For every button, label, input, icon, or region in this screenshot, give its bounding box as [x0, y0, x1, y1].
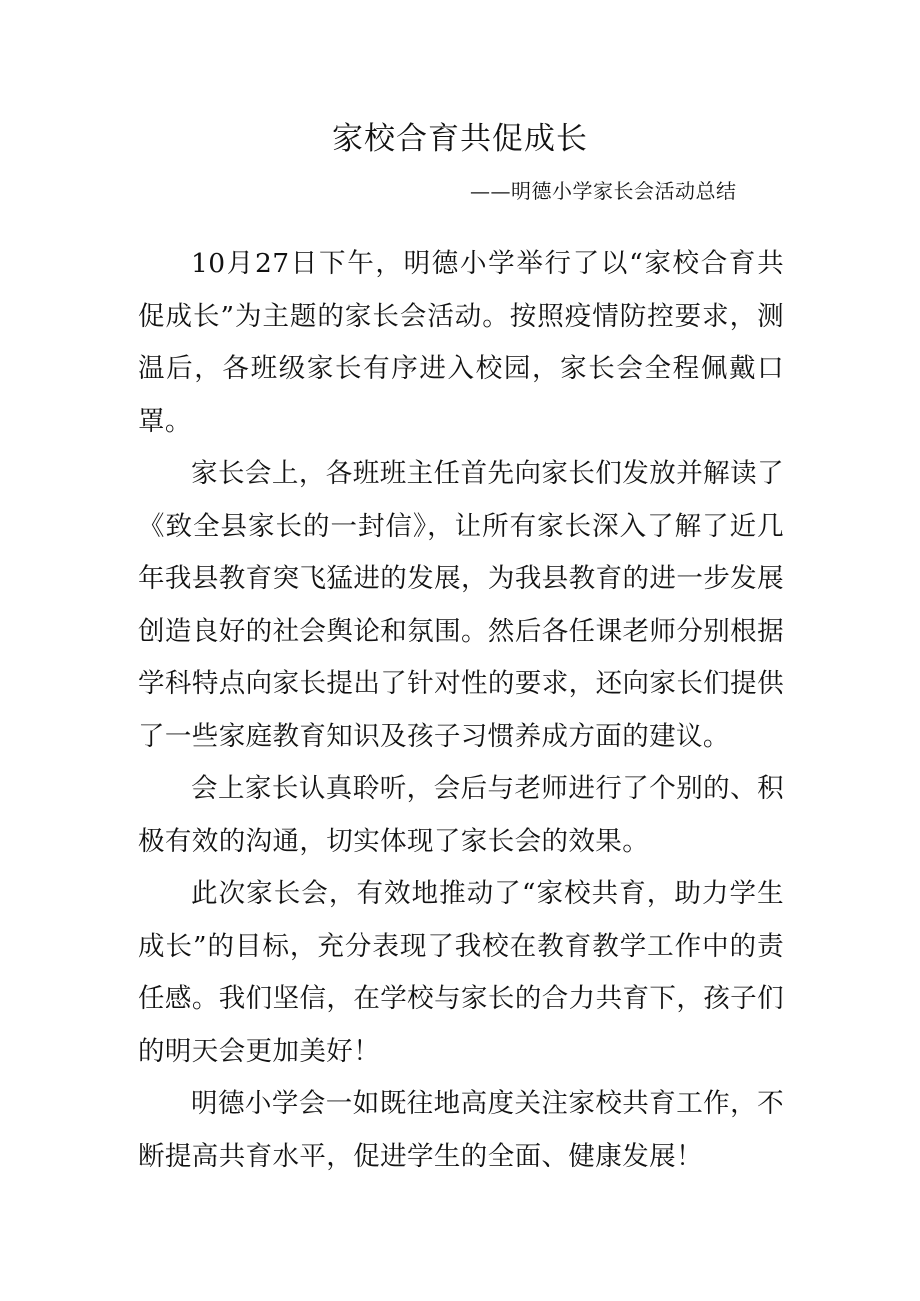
document-body	[138, 238, 784, 1183]
paragraph-1: 10月27日下午，明德小学举行了以“家校合育共促成长”为主题的家长会活动。按照疫情防控要求，测温后，各班级家长有序进入校园，家长会全程佩戴口罩。	[138, 248, 784, 437]
paragraph-2: 家长会上，各班班主任首先向家长们发放并解读了《致全县家长的一封信》，让所有家长深入了解了近几年我县教育突飞猛进的发展，为我县教育的进一步发展创造良好的社会舆论和氛围。然后各任课老师分别根据学科特点向家长提出了针对性的要求，还向家长们提供了一些家庭教育知识及孩子习惯养成方面的建议。	[138, 458, 784, 752]
paragraph-4: 此次家长会，有效地推动了“家校共育，助力学生成长”的目标，充分表现了我校在教育教学工作中的责任感。我们坚信，在学校与家长的合力共育下，孩子们的明天会更加美好！	[138, 878, 784, 1067]
paragraph-3: 会上家长认真聆听，会后与老师进行了个别的、积极有效的沟通，切实体现了家长会的效果。	[138, 773, 784, 857]
document-subtitle: ——明德小学家长会活动总结	[470, 179, 737, 203]
paragraph-5: 明德小学会一如既往地高度关注家校共育工作，不断提高共育水平，促进学生的全面、健康发展！	[138, 1088, 784, 1172]
document-title: 家校合育共促成长	[332, 121, 588, 157]
